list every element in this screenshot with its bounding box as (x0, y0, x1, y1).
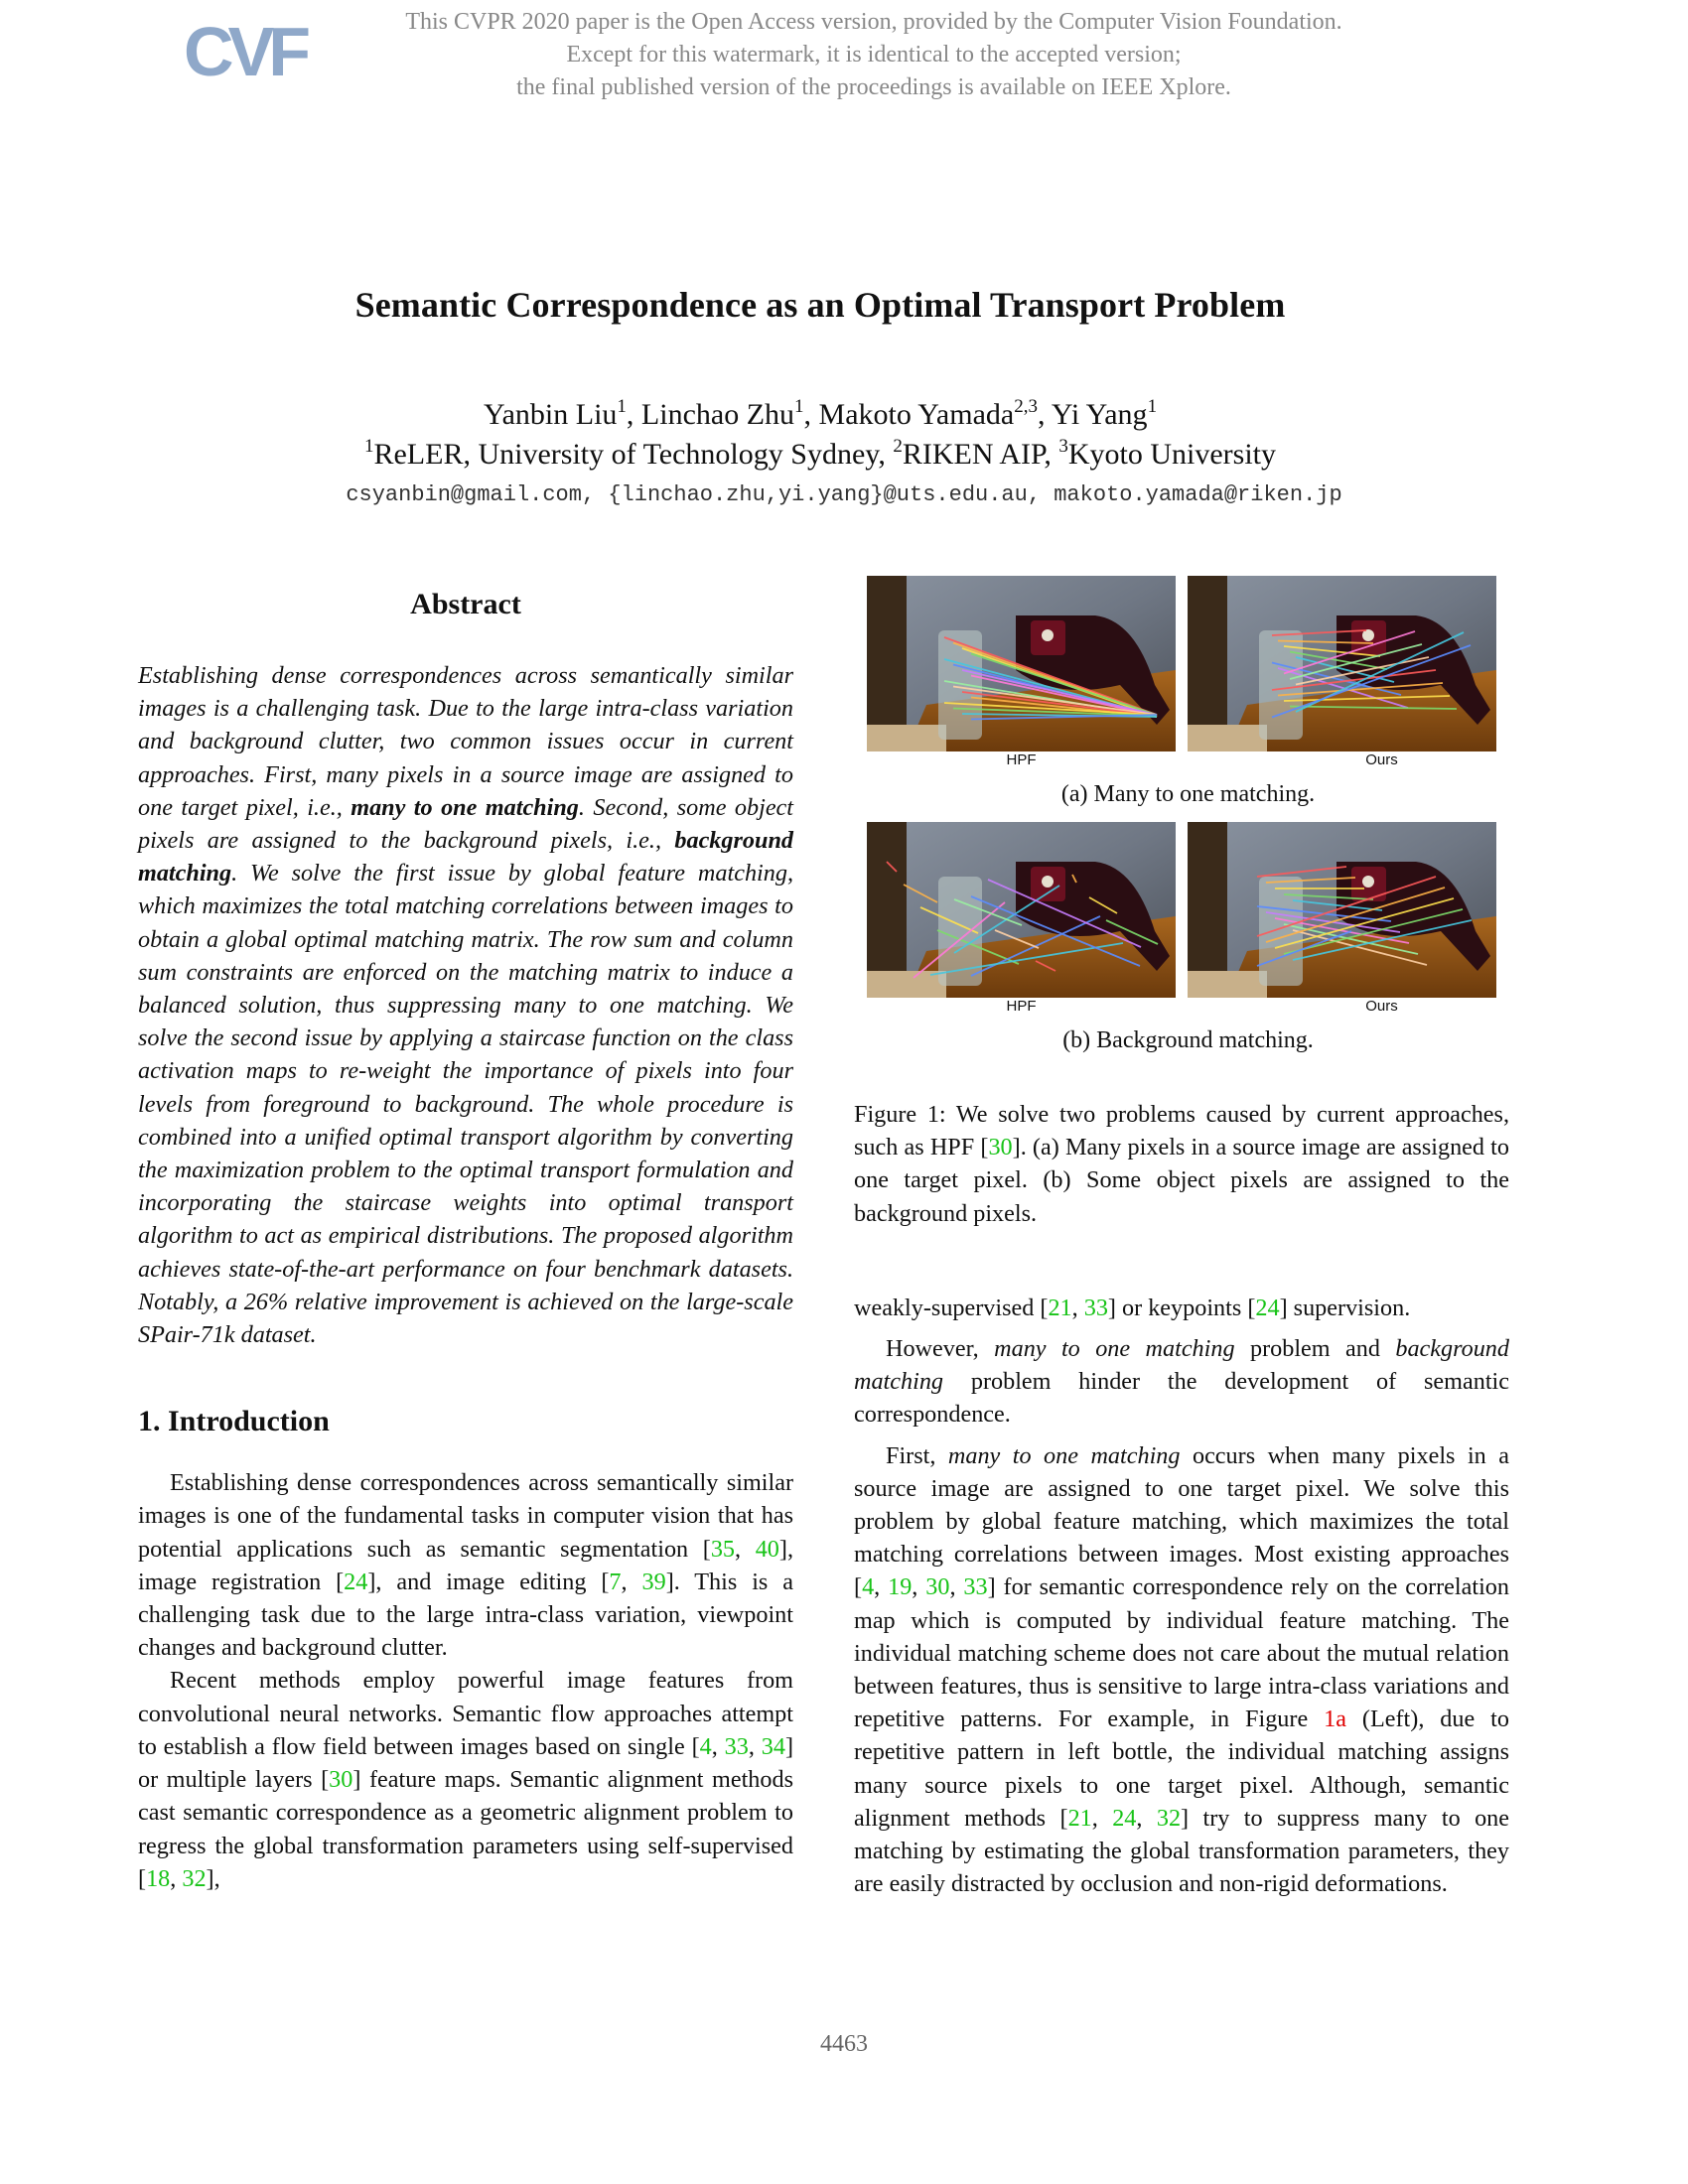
photo-hpf-many-to-one (867, 576, 1176, 751)
author-separator: , (803, 398, 819, 431)
scene-sand (1188, 725, 1267, 751)
figure-1b-images (867, 822, 1509, 998)
text-run: ] feature maps. Semantic alignment methods cast semantic correspondence as a geometric alignment problem to regress the global transformation parameters using self-supervised [ (138, 1766, 793, 1892)
figure-1-caption (854, 1098, 1509, 1230)
paper-title: Semantic Correspondence as an Optimal Transport Problem (354, 285, 1286, 325)
citation-link[interactable]: 7 (609, 1568, 622, 1595)
author-affiliation-mark: 1 (1147, 396, 1158, 417)
image-label-ours: Ours (1365, 998, 1398, 1015)
affiliation-mark: 1 (363, 436, 374, 457)
abstract-emphasis: many to one matching (351, 793, 579, 821)
text-run: , (1136, 1804, 1157, 1832)
italic-term: many to one matching (947, 1441, 1181, 1469)
italic-term: background matching (854, 1335, 1509, 1396)
text-run: ], image registration [ (138, 1535, 793, 1595)
citation-link[interactable]: 32 (1156, 1804, 1182, 1832)
citation-link[interactable]: 32 (182, 1864, 207, 1892)
scene-sand (867, 725, 946, 751)
abstract-emphasis: background matching (138, 827, 793, 887)
citation-link[interactable]: 33 (963, 1573, 988, 1601)
text-run: , (912, 1573, 926, 1601)
cvf-logo (184, 14, 309, 93)
text-run: ] supervision. (1279, 1294, 1411, 1321)
text-run: However, (886, 1335, 995, 1363)
right-paragraph-2 (854, 1439, 1509, 1901)
watermark-line-1: This CVPR 2020 paper is the Open Access version, provided by the Computer Vision Foundation. (405, 9, 1342, 35)
citation-link[interactable]: 24 (344, 1568, 368, 1595)
watermark-line-2: Except for this watermark, it is identical to the accepted version; (566, 42, 1182, 68)
figure-1b-labels (867, 998, 1509, 1018)
intro-paragraph-2 (138, 1664, 793, 1894)
author-list (0, 395, 1640, 435)
abstract-body (138, 659, 793, 1351)
figure-1 (854, 576, 1509, 1054)
text-run: , (1071, 1294, 1084, 1321)
svg-text:CVF: CVF (184, 14, 305, 90)
citation-link[interactable]: 30 (329, 1766, 353, 1794)
text-run: ] try to suppress many to one matching by estimating the global transformation parameters, they are easily distracted by occlusion and non-rigid deformations. (854, 1804, 1509, 1898)
text-run: ]. (a) Many pixels in a source image are assigned to one target pixel. (b) Some object pixels are assigned to the background pixels. (854, 1134, 1509, 1227)
citation-link[interactable]: 33 (724, 1732, 749, 1760)
text-run: , (748, 1732, 762, 1760)
text-run: ] or multiple layers [ (138, 1732, 794, 1794)
figure-reference-link[interactable]: 1a (1324, 1706, 1346, 1733)
citation-link[interactable]: 30 (925, 1573, 950, 1601)
intro-paragraph-1 (138, 1466, 793, 1664)
subcaption-b: (b) Background matching. (1062, 1027, 1314, 1053)
text-run: problem hinder the development of semantic correspondence. (854, 1368, 1509, 1429)
page-number: 4463 (820, 2031, 868, 2057)
photo-ours-background (1188, 822, 1496, 998)
scene-sand (1188, 971, 1267, 998)
photo-hpf-background (867, 822, 1176, 998)
text-run: , (735, 1535, 756, 1563)
citation-link[interactable]: 24 (1112, 1804, 1137, 1832)
text-run: Establishing dense correspondences across semantically similar images is one of the fundamental tasks in computer vision that has potential applications such as semantic segmentation [ (138, 1469, 793, 1563)
right-paragraph-0 (854, 1292, 1509, 1324)
author-affiliation-mark: 1 (794, 396, 804, 417)
author-name: Yanbin Liu (483, 398, 618, 431)
image-label-ours: Ours (1365, 751, 1398, 768)
author-name: Makoto Yamada (818, 398, 1015, 431)
affiliation-name: Kyoto University (1067, 438, 1276, 471)
affiliation-mark: 2 (893, 436, 903, 457)
affiliation-mark: 3 (1058, 436, 1068, 457)
italic-term: many to one matching (994, 1335, 1235, 1363)
citation-link[interactable]: 34 (761, 1732, 785, 1760)
citation-link[interactable]: 33 (1083, 1294, 1108, 1321)
text-run: , (874, 1573, 889, 1601)
scene-glass-bottle (938, 630, 982, 740)
scene-label-emblem (1362, 876, 1374, 887)
watermark-line-3: the final published version of the proceedings is available on IEEE Xplore. (516, 74, 1231, 100)
scene-label-emblem (1042, 629, 1054, 641)
abstract-text-part: . We solve the first issue by global feature matching, which maximizes the total matching correlations between images to obtain a global optimal matching matrix. The row sum and column sum constraints are enforced on the matching matrix to induce a balanced solution, thus suppressing many to one matching. We solve the second issue by applying a staircase function on the class activation maps to re-weight the importance of pixels into four levels from foreground to background. The whole procedure is combined into a unified optimal transport algorithm by converting the maximization problem to the optimal transport formulation and incorporating the staircase weights into optimal transport algorithm to act as empirical distributions. The proposed algorithm achieves state-of-the-art performance on four benchmark datasets. Notably, a 26% relative improvement is achieved on the large-scale SPair-71k dataset. (138, 860, 793, 1349)
text-run: ] for semantic correspondence rely on the correlation map which is computed by individual feature matching. The individual matching scheme does not care about the mutual relation between features, thus is sensitive to large intra-class variations and repetitive patterns. For example, in Figure (854, 1573, 1509, 1733)
author-affiliation-mark: 1 (617, 396, 627, 417)
citation-link[interactable]: 18 (146, 1864, 171, 1892)
citation-link[interactable]: 19 (888, 1573, 913, 1601)
author-separator: , (1037, 398, 1052, 431)
citation-link[interactable]: 30 (988, 1134, 1013, 1161)
right-column (854, 576, 1509, 1900)
author-affiliation-mark: 2,3 (1014, 396, 1038, 417)
author-name: Yi Yang (1051, 398, 1148, 431)
author-block (0, 395, 1640, 475)
figure-1a-labels (867, 751, 1509, 771)
figure-1a-images (867, 576, 1509, 751)
subcaption-a: (a) Many to one matching. (1060, 781, 1316, 807)
abstract-text-part: Establishing dense correspondences across semantically similar images is a challenging task. Due to the large intra-class variation and background clutter, two common issues occur in current approaches. First, many pixels in a source image are assigned to one target pixel, i.e., (138, 662, 793, 821)
text-run: ]. This is a challenging task due to the large intra-class variation, viewpoint changes and background clutter. (138, 1568, 794, 1662)
author-name: Linchao Zhu (640, 398, 795, 431)
image-label-hpf: HPF (1006, 998, 1037, 1015)
left-column (138, 576, 793, 1895)
text-run: problem and (1234, 1335, 1396, 1363)
affiliation-name: ReLER, University of Technology Sydney, (373, 438, 894, 471)
abstract-heading: Abstract (410, 588, 521, 620)
open-access-watermark (318, 6, 1430, 104)
text-run: , (711, 1732, 725, 1760)
text-run: ], and image editing [ (367, 1568, 610, 1595)
text-run: , (1091, 1804, 1113, 1832)
text-run: (Left), due to repetitive pattern in left bottle, the individual matching assigns many source pixels to one target pixel. Although, semantic alignment methods [ (854, 1706, 1509, 1832)
text-run: ], (206, 1864, 220, 1892)
citation-link[interactable]: 21 (1067, 1804, 1092, 1832)
author-separator: , (626, 398, 641, 431)
affiliation-name: RIKEN AIP, (902, 438, 1059, 471)
citation-link[interactable]: 40 (755, 1535, 779, 1563)
text-run: , (621, 1568, 642, 1595)
citation-link[interactable]: 35 (710, 1535, 736, 1563)
citation-link[interactable]: 4 (862, 1573, 875, 1601)
text-run: , (949, 1573, 964, 1601)
scene-label-emblem (1042, 876, 1054, 887)
citation-link[interactable]: 39 (641, 1568, 666, 1595)
image-label-hpf: HPF (1006, 751, 1037, 768)
affiliation-list (0, 435, 1640, 475)
citation-link[interactable]: 24 (1255, 1294, 1280, 1321)
author-emails: csyanbin@gmail.com, {linchao.zhu,yi.yang}@uts.edu.au, makoto.yamada@riken.jp (346, 482, 1342, 507)
citation-link[interactable]: 21 (1048, 1294, 1072, 1321)
text-run: Recent methods employ powerful image features from convolutional neural networks. Semantic flow approaches attempt to establish a flow field between images based on single [ (138, 1667, 793, 1760)
text-run: occurs when many pixels in a source image are assigned to one target pixel. We solve this problem by global feature matching, which maximizes the total matching correlations between images. Most existing approaches [ (854, 1441, 1509, 1601)
citation-link[interactable]: 4 (699, 1732, 712, 1760)
abstract-text-part: . Second, some object pixels are assigned to the background pixels, i.e., (138, 793, 794, 855)
text-run: ] or keypoints [ (1107, 1294, 1256, 1321)
photo-ours-many-to-one (1188, 576, 1496, 751)
right-paragraph-1 (854, 1332, 1509, 1432)
section-heading-introduction: 1. Introduction (138, 1405, 330, 1438)
text-run: , (170, 1864, 183, 1892)
text-run: Figure 1: We solve two problems caused by current approaches, such as HPF [ (854, 1101, 1509, 1161)
text-run: weakly-supervised [ (854, 1294, 1049, 1321)
text-run: First, (886, 1441, 948, 1469)
